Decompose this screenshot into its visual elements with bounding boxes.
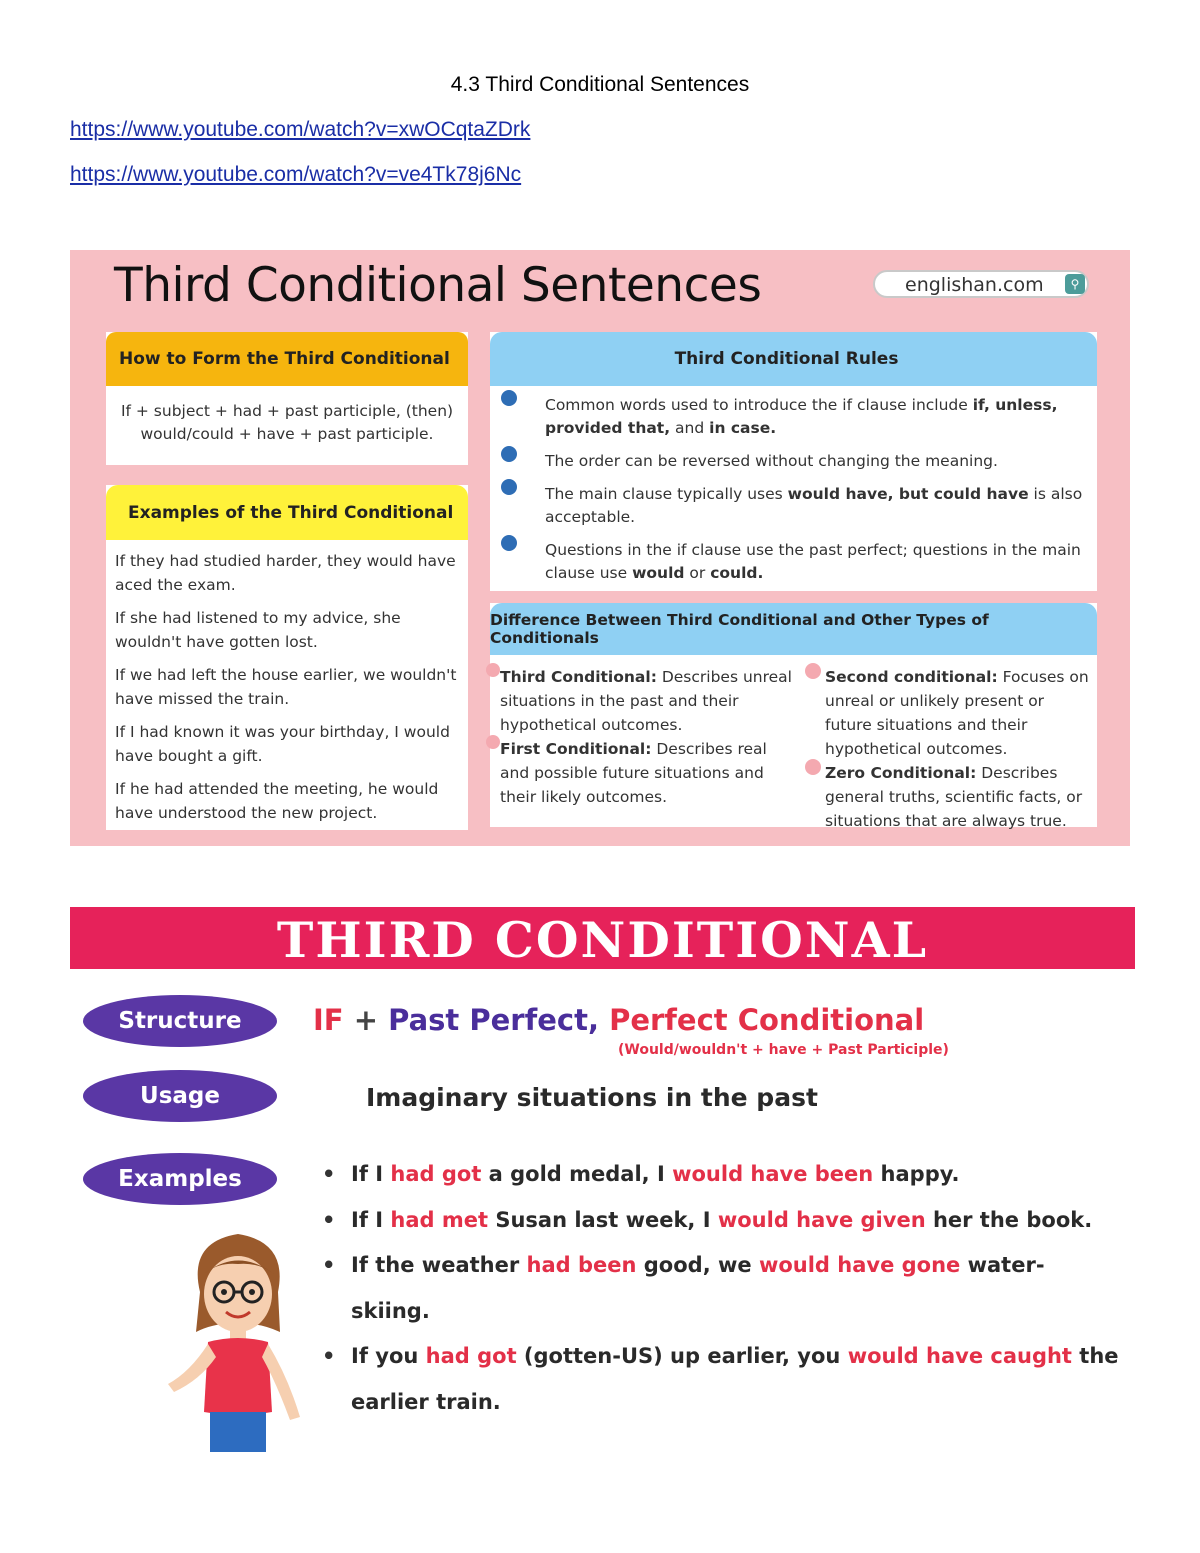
bullet-dot-icon [501,535,517,551]
structure-formula: IF + Past Perfect, Perfect Conditional [313,1003,925,1037]
rule-item: The order can be reversed without changing the meaning. [490,450,1097,473]
difference-item-zero: Zero Conditional: Describes general truths, scientific facts, or situations that are always true. [825,761,1095,833]
rules-heading: Third Conditional Rules [490,332,1097,386]
poster-example: • If you had got (gotten-US) up earlier, you would have caught the earlier train. [322,1344,1119,1414]
third-conditional-infographic [70,250,1130,846]
examples-label: Examples [83,1153,277,1205]
poster-example: • If I had got a gold medal, I would have been happy. [322,1162,960,1186]
usage-label: Usage [83,1070,277,1122]
form-card [106,332,468,465]
example-item: If they had studied harder, they would have aced the exam. [115,552,456,594]
bullet-dot-icon [501,390,517,406]
difference-item-first: First Conditional: Describes real and possible future situations and their likely outcomes. [500,737,798,809]
structure-subtext: (Would/wouldn't + have + Past Participle) [618,1042,949,1058]
infographic-title: Third Conditional Sentences [114,258,762,313]
rules-list [490,394,1097,595]
rule-item: Questions in the if clause use the past perfect; questions in the main clause use would or could. [490,539,1097,585]
difference-card [490,603,1097,830]
rule-item: Common words used to introduce the if clause include if, unless, provided that, and in case. [490,394,1097,440]
youtube-link-2[interactable]: https://www.youtube.com/watch?v=ve4Tk78j6Nc [70,163,522,186]
document-title: 4.3 Third Conditional Sentences [450,73,750,96]
difference-item-third: Third Conditional: Describes unreal situations in the past and their hypothetical outcomes. [500,665,798,737]
teacher-illustration [138,1212,338,1467]
rules-card [490,332,1097,591]
example-item: If we had left the house earlier, we wouldn't have missed the train. [115,666,457,708]
structure-label: Structure [83,995,277,1047]
examples-list [115,549,465,834]
rule-item: The main clause typically uses would have, but could have is also acceptable. [490,483,1097,529]
site-name: englishan.com [905,274,1044,296]
poster-example: • If the weather had been good, we would have gone water-skiing. [322,1253,1045,1323]
youtube-link-1[interactable]: https://www.youtube.com/watch?v=xwOCqtaZDrk [70,118,531,141]
examples-card [106,485,468,830]
bullet-dot-icon [805,663,821,679]
form-formula [106,400,468,446]
poster-examples-list [320,1152,1120,1425]
bullet-dot-icon [501,479,517,495]
form-formula-line-1: If + subject + had + past participle, (then) [120,402,454,420]
difference-column-right [825,665,1095,833]
examples-heading: Examples of the Third Conditional [106,485,468,540]
difference-column-left [500,665,798,809]
example-item: If I had known it was your birthday, I would have bought a gift. [115,723,450,765]
search-icon: ⚲ [1065,274,1085,294]
third-conditional-poster [70,907,1135,1475]
site-badge [873,270,1089,298]
difference-item-second: Second conditional: Focuses on unreal or unlikely present or future situations and their hypothetical outcomes. [825,665,1095,761]
bullet-dot-icon [501,446,517,462]
form-heading: How to Form the Third Conditional [106,332,468,386]
form-formula-line-2: would/could + have + past participle. [140,425,434,443]
difference-heading: Difference Between Third Conditional and Other Types of Conditionals [490,603,1097,655]
bullet-dot-icon [805,759,821,775]
poster-banner: THIRD CONDITIONAL [70,907,1135,969]
example-item: If she had listened to my advice, she wouldn't have gotten lost. [115,609,401,651]
usage-text: Imaginary situations in the past [366,1083,818,1112]
bullet-dot-icon [486,735,500,749]
bullet-dot-icon [486,663,500,677]
example-item: If he had attended the meeting, he would have understood the new project. [115,780,439,822]
poster-example: • If I had met Susan last week, I would have given her the book. [322,1207,1093,1232]
